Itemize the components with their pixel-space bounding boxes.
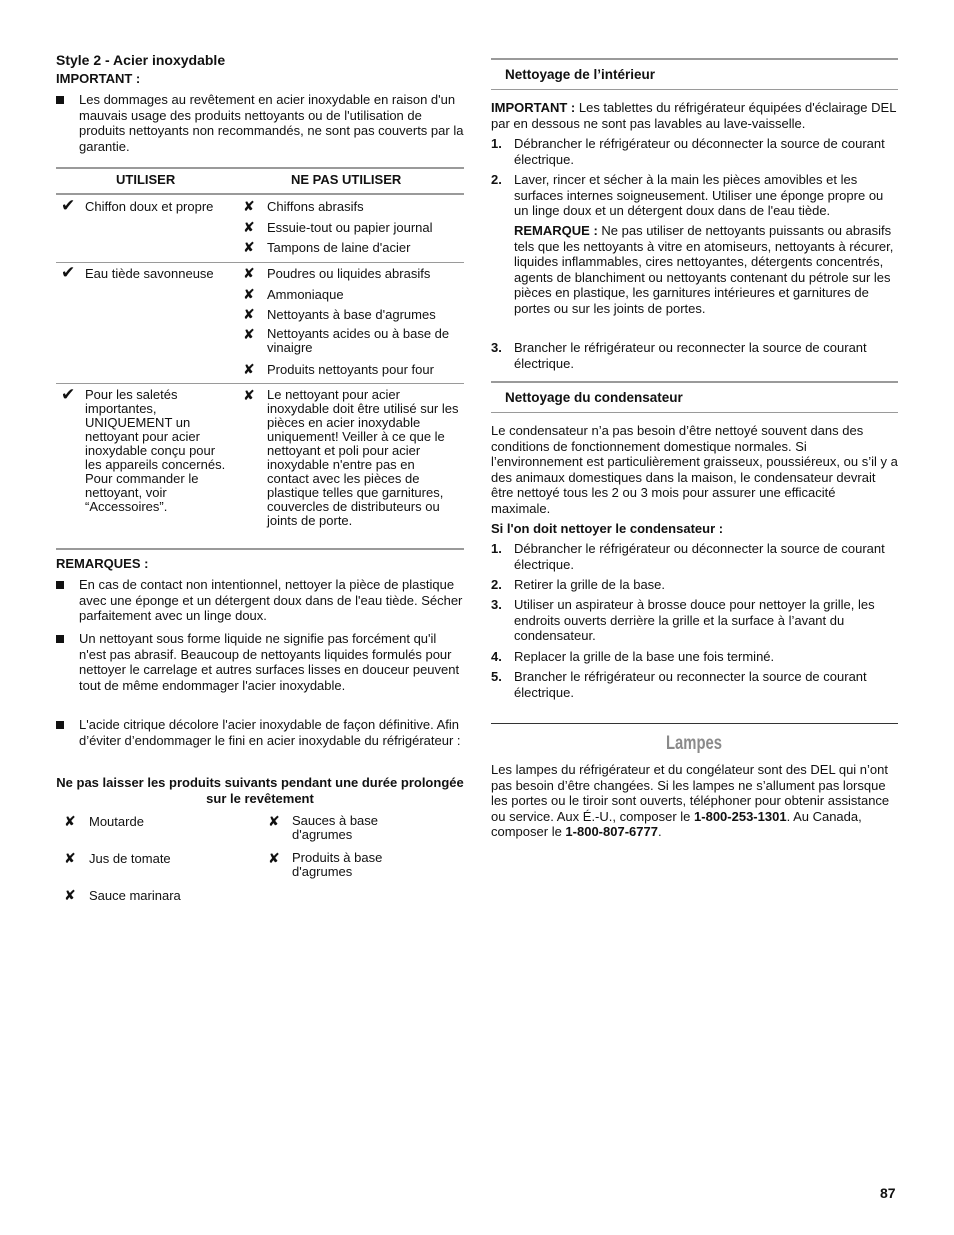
- table-top-rule: [56, 167, 464, 169]
- lampes-rule: [491, 723, 898, 724]
- condenser-subtitle: Si l'on doit nettoyer le condensateur :: [491, 521, 724, 536]
- interior-step-3: Brancher le réfrigérateur ou reconnecter la source de courant électrique.: [514, 340, 867, 371]
- step-number: 1.: [491, 136, 502, 151]
- interior-bottom-rule: [491, 89, 898, 90]
- important-label: IMPORTANT :: [56, 71, 141, 86]
- lampes-text-3: .: [657, 824, 662, 839]
- table-row-1-use: Chiffon doux et propre: [85, 199, 214, 214]
- interior-title: Nettoyage de l’intérieur: [505, 67, 656, 82]
- cross-icon: ✘: [268, 813, 280, 829]
- important-bullet: [56, 92, 464, 154]
- remarque-text: Ne pas utiliser de nettoyants puissants ou abrasifs tels que les nettoyants à vitre en atomiseurs, nettoyants à récurer, liquides inflammables, cires nettoyantes, détergents concentrés, agents de blanchiment ou nettoyants contenant du pétrole sur les pièces en plastique, les garnitures intérieures et garnitures de portes ou sur les joints de portes.: [514, 223, 894, 316]
- table-row-rule: [56, 262, 464, 263]
- square-bullet-icon: [56, 96, 64, 104]
- condenser-intro: Le condensateur n’a pas besoin d’être nettoyé souvent dans des conditions de fonctionnement domestique normales. Si l’environnement est particulièrement graisseux, poussiéreux, ou s’il y a des animaux domestiques dans la maison, le condensateur devrait être nettoyé tous les 2 ou 3 mois pour assurer une efficacité maximale.: [491, 423, 898, 516]
- cross-icon: ✘: [64, 850, 76, 866]
- remarque-label: REMARQUE :: [514, 223, 598, 238]
- remarque-bullet-1: [56, 577, 464, 624]
- check-icon: ✔: [61, 263, 76, 282]
- interior-top-rule: [491, 58, 898, 60]
- table-row-1-dont-3: Tampons de laine d'acier: [267, 240, 411, 255]
- avoid-item: Moutarde: [89, 814, 144, 829]
- lampes-title: Lampes: [666, 733, 723, 754]
- page-number: 87: [880, 1185, 896, 1201]
- step-number: 4.: [491, 649, 502, 664]
- cross-icon: ✘: [64, 887, 76, 903]
- lampes-text-2: . Au Canada, composer le: [491, 808, 862, 839]
- condenser-bottom-rule: [491, 412, 898, 413]
- interior-remarque: [514, 223, 898, 316]
- cross-icon: ✘: [243, 265, 255, 281]
- interior-important-label: IMPORTANT :: [491, 100, 576, 115]
- cross-icon: ✘: [243, 326, 255, 342]
- table-row-2-dont-3: Nettoyants à base d'agrumes: [267, 307, 436, 322]
- table-row-1-dont-1: Chiffons abrasifs: [267, 199, 364, 214]
- interior-step-2: Laver, rincer et sécher à la main les pièces amovibles et les surfaces internes soigneusement. Utiliser une éponge propre ou un linge doux et un détergent doux dans de l'eau tiède.: [514, 172, 884, 218]
- table-header-dont: NE PAS UTILISER: [291, 172, 402, 187]
- table-header-rule: [56, 193, 464, 195]
- cross-icon: ✘: [268, 850, 280, 866]
- condenser-step-1: Débrancher le réfrigérateur ou déconnecter la source de courant électrique.: [514, 541, 885, 572]
- table-row-3-dont-1: Le nettoyant pour acier inoxydable doit être utilisé sur les pièces en acier inoxydable uniquement! Veiller à ce que le nettoyant et poli pour acier inoxydable n'entre pas en contact avec les pièces de plastique telles que garnitures, couvercles de distributeurs ou joints de porte.: [267, 387, 459, 528]
- step-number: 3.: [491, 340, 502, 355]
- cross-icon: ✘: [243, 198, 255, 214]
- table-row-2-dont-4: Nettoyants acides ou à base de vinaigre: [267, 326, 450, 355]
- condenser-top-rule: [491, 381, 898, 383]
- cross-icon: ✘: [243, 286, 255, 302]
- lampes-text-1: Les lampes du réfrigérateur et du congélateur sont des DEL qui n’ont pas besoin d’être changées. Si les lampes ne s’allument pas lorsque les portes ou le tiroir sont ouverts, téléphoner pour obtenir assistance ou service. Aux É.-U., composer le: [491, 762, 890, 824]
- warning-title: Ne pas laisser les produits suivants pendant une durée prolongée sur le revêtement: [56, 775, 464, 806]
- remarques-label: REMARQUES :: [56, 556, 149, 571]
- table-header-use: UTILISER: [116, 172, 176, 187]
- phone-ca: 1-800-807-6777: [565, 824, 658, 839]
- interior-step-1: Débrancher le réfrigérateur ou déconnecter la source de courant électrique.: [514, 136, 885, 167]
- table-row-2-dont-5: Produits nettoyants pour four: [267, 362, 434, 377]
- table-row-1-dont-2: Essuie-tout ou papier journal: [267, 220, 433, 235]
- remarque-text-3: L'acide citrique décolore l'acier inoxydable de façon définitive. Afin d’éviter d’endommager le fini en acier inoxydable du réfrigérateur :: [79, 717, 461, 748]
- remarque-bullet-2: [56, 631, 464, 693]
- table-row-3-use: Pour les saletés importantes, UNIQUEMENT un nettoyant pour acier inoxydable conçu pour les appareils concernés. Pour commander le nettoyant, voir “Accessoires”.: [85, 387, 226, 514]
- cross-icon: ✘: [243, 361, 255, 377]
- step-number: 5.: [491, 669, 502, 684]
- avoid-item: Produits à base d'agrumes: [292, 850, 383, 879]
- avoid-item: Jus de tomate: [89, 851, 171, 866]
- square-bullet-icon: [56, 721, 64, 729]
- step-number: 1.: [491, 541, 502, 556]
- cross-icon: ✘: [64, 813, 76, 829]
- condenser-title: Nettoyage du condensateur: [505, 390, 683, 405]
- important-text: Les dommages au revêtement en acier inoxydable en raison d'un mauvais usage des produits nettoyants ou de l'utilisation de produits nettoyants non recommandés, ne sont pas couverts par la garantie.: [79, 92, 464, 154]
- lampes-text: [491, 762, 898, 840]
- interior-important-text: Les tablettes du réfrigérateur équipées d'éclairage DEL par en dessous ne sont pas lavables au lave-vaisselle.: [491, 100, 896, 131]
- step-number: 2.: [491, 172, 502, 187]
- interior-important: [491, 100, 898, 131]
- remarque-bullet-3: [56, 717, 464, 748]
- table-row-2-dont-2: Ammoniaque: [267, 287, 344, 302]
- condenser-step-3: Utiliser un aspirateur à brosse douce pour nettoyer la grille, les endroits ouverts derrière la grille et la surface à l’avant du condensateur.: [514, 597, 875, 643]
- square-bullet-icon: [56, 581, 64, 589]
- cross-icon: ✘: [243, 306, 255, 322]
- cross-icon: ✘: [243, 387, 255, 403]
- avoid-item: Sauce marinara: [89, 888, 181, 903]
- check-icon: ✔: [61, 385, 76, 404]
- condenser-step-2: Retirer la grille de la base.: [514, 577, 666, 592]
- check-icon: ✔: [61, 196, 76, 215]
- square-bullet-icon: [56, 635, 64, 643]
- condenser-step-4: Replacer la grille de la base une fois terminé.: [514, 649, 775, 664]
- step-number: 3.: [491, 597, 502, 612]
- step-number: 2.: [491, 577, 502, 592]
- table-row-2-use: Eau tiède savonneuse: [85, 266, 214, 281]
- table-row-2-dont-1: Poudres ou liquides abrasifs: [267, 266, 431, 281]
- remarque-text-2: Un nettoyant sous forme liquide ne signifie pas forcément qu'il n'est pas abrasif. Beaucoup de nettoyants liquides formulés pour nettoyer le carrelage et autres surfaces lisses en douceur peuvent tout de même endommager l'acier inoxydable.: [79, 631, 460, 693]
- avoid-item: Sauces à base d'agrumes: [292, 813, 379, 842]
- table-bottom-rule: [56, 548, 464, 550]
- section-title-style2: Style 2 - Acier inoxydable: [56, 52, 226, 68]
- cross-icon: ✘: [243, 239, 255, 255]
- phone-us: 1-800-253-1301: [694, 808, 787, 824]
- condenser-step-5: Brancher le réfrigérateur ou reconnecter la source de courant électrique.: [514, 669, 867, 700]
- cross-icon: ✘: [243, 219, 255, 235]
- remarque-text-1: En cas de contact non intentionnel, nettoyer la pièce de plastique avec une éponge et un détergent doux dans de l'eau tiède. Sécher parfaitement avec un linge doux.: [79, 577, 463, 623]
- table-row-rule: [56, 383, 464, 384]
